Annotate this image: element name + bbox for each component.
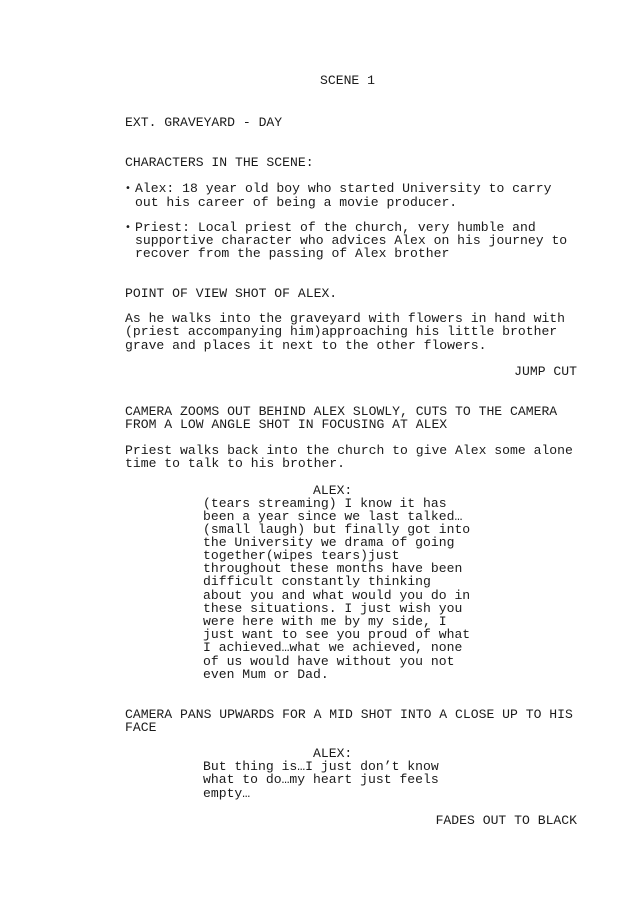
character-line: out his career of being a movie producer. (135, 195, 458, 210)
action-line: FACE (125, 720, 157, 735)
dialogue-line: even Mum or Dad. (203, 667, 329, 682)
action-line: CAMERA ZOOMS OUT BEHIND ALEX SLOWLY, CUTS TO THE CAMERA (125, 404, 558, 419)
character-cue: ALEX: (313, 746, 353, 761)
character-line: recover from the passing of Alex brother (135, 246, 450, 261)
character-line: Priest: Local priest of the church, very humble and (135, 220, 536, 235)
action-line: FROM A LOW ANGLE SHOT IN FOCUSING AT ALEX (125, 417, 448, 432)
dialogue-line: (small laugh) but finally got into (203, 522, 471, 537)
dialogue-line: what to do…my heart just feels (203, 772, 439, 787)
dialogue-line: these situations. I just wish you (203, 601, 463, 616)
character-line: Alex: 18 year old boy who started University to carry (135, 181, 552, 196)
dialogue-line: But thing is…I just don’t know (203, 759, 439, 774)
action-line: As he walks into the graveyard with flowers in hand with (125, 311, 566, 326)
action-line: Priest walks back into the church to give Alex some alone (125, 443, 573, 458)
dialogue-line: (tears streaming) I know it has (203, 496, 447, 511)
action-line: CAMERA PANS UPWARDS FOR A MID SHOT INTO A CLOSE UP TO HIS (125, 707, 573, 722)
dialogue-line: been a year since we last talked… (203, 509, 463, 524)
character-cue: ALEX: (313, 483, 353, 498)
dialogue-line: of us would have without you not (203, 654, 455, 669)
transition: FADES OUT TO BLACK (435, 813, 577, 828)
dialogue-line: I achieved…what we achieved, none (203, 640, 463, 655)
action-line: grave and places it next to the other flowers. (125, 338, 487, 353)
bullet-icon: • (125, 183, 131, 194)
action-line: (priest accompanying him)approaching his little brother (125, 324, 558, 339)
transition: JUMP CUT (514, 364, 577, 379)
dialogue-line: were here with me by my side, I (203, 614, 447, 629)
action-line: POINT OF VIEW SHOT OF ALEX. (125, 286, 338, 301)
dialogue-line: throughout these months have been (203, 561, 463, 576)
dialogue-line: difficult constantly thinking (203, 574, 431, 589)
action-line: time to talk to his brother. (125, 456, 346, 471)
dialogue-line: empty… (203, 786, 251, 801)
characters-heading: CHARACTERS IN THE SCENE: (125, 155, 314, 170)
slugline: EXT. GRAVEYARD - DAY (125, 115, 283, 130)
character-line: supportive character who advices Alex on his journey to (135, 233, 568, 248)
bullet-icon: • (125, 222, 131, 233)
dialogue-line: together(wipes tears)just (203, 548, 400, 563)
dialogue-line: the University we drama of going (203, 535, 455, 550)
dialogue-line: just want to see you proud of what (203, 627, 471, 642)
dialogue-line: about you and what would you do in (203, 588, 471, 603)
scene-heading: SCENE 1 (320, 73, 376, 88)
